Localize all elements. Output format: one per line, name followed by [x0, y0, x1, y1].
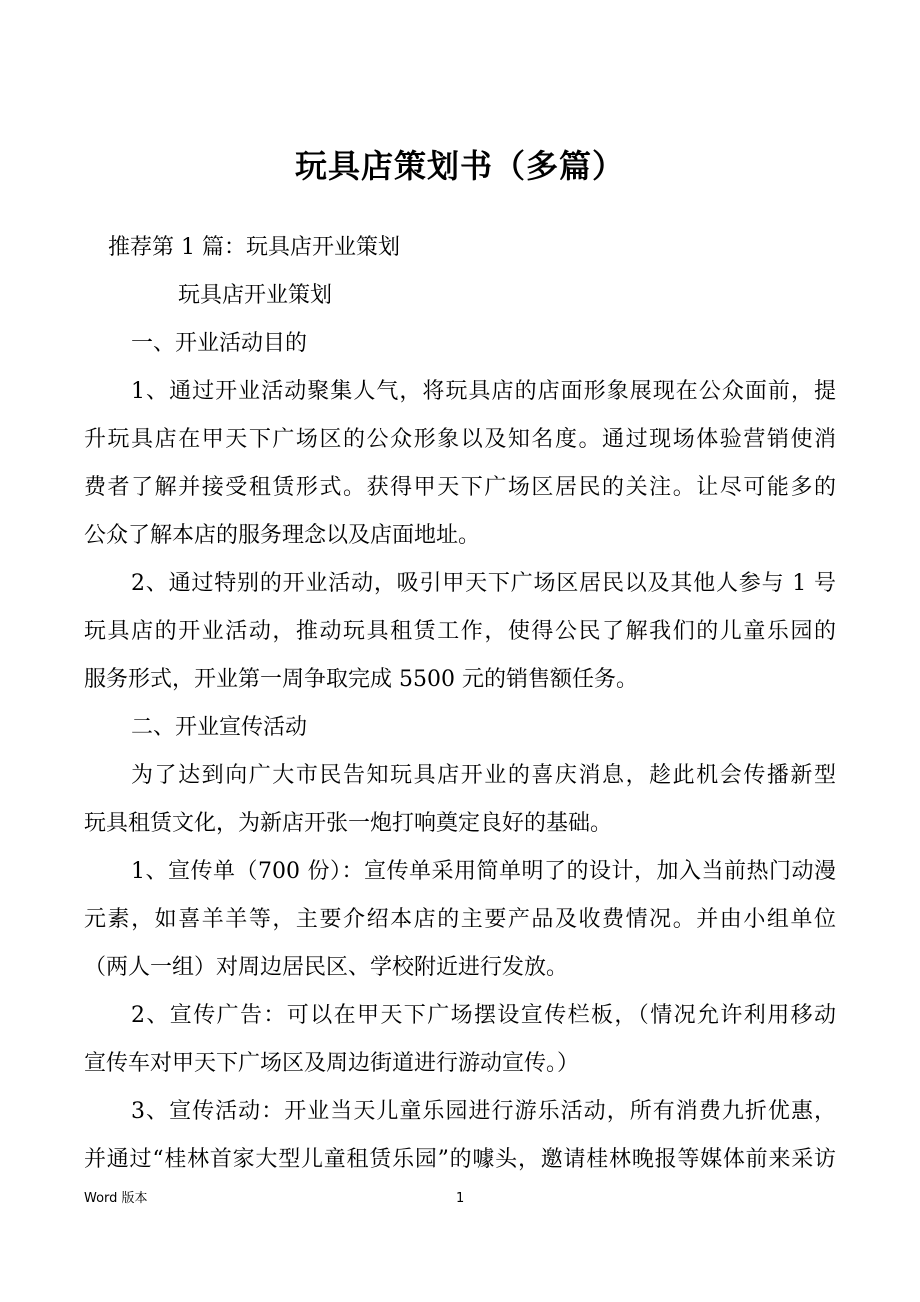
document-title: 玩具店策划书（多篇）	[294, 147, 625, 185]
paragraph-line: 3、宣传活动：开业当天儿童乐园进行游乐活动，所有消费九折优惠，	[131, 1099, 836, 1124]
heading-promotion: 二、开业宣传活动	[131, 715, 308, 740]
paragraph-line: 2、通过特别的开业活动，吸引甲天下广场区居民以及其他人参与 1 号	[131, 571, 836, 596]
heading-purpose: 一、开业活动目的	[131, 331, 308, 356]
paragraph-line: 2、宣传广告：可以在甲天下广场摆设宣传栏板，（情况允许利用移动	[131, 1003, 836, 1028]
paragraph-line: 玩具店的开业活动，推动玩具租赁工作，使得公民了解我们的儿童乐园的	[84, 619, 836, 644]
paragraph-line: 费者了解并接受租赁形式。获得甲天下广场区居民的关注。让尽可能多的	[84, 475, 836, 500]
paragraph-line: （两人一组）对周边居民区、学校附近进行发放。	[84, 955, 569, 980]
recommend-heading: 推荐第 1 篇：玩具店开业策划	[108, 235, 400, 260]
paragraph-line: 服务形式，开业第一周争取完成 5500 元的销售额任务。	[84, 667, 638, 692]
paragraph-line: 公众了解本店的服务理念以及店面地址。	[84, 523, 481, 548]
paragraph-line: 宣传车对甲天下广场区及周边街道进行游动宣传。）	[84, 1051, 580, 1076]
paragraph-line: 1、通过开业活动聚集人气，将玩具店的店面形象展现在公众面前，提	[131, 379, 836, 404]
paragraph-line: 1、宣传单（700 份）：宣传单采用简单明了的设计，加入当前热门动漫	[131, 859, 836, 884]
footer-version: Word 版本	[84, 1191, 148, 1206]
paragraph-line: 为了达到向广大市民告知玩具店开业的喜庆消息，趁此机会传播新型	[131, 763, 836, 788]
paragraph-line: 元素，如喜羊羊等，主要介绍本店的主要产品及收费情况。并由小组单位	[84, 907, 836, 932]
paragraph-line: 玩具租赁文化，为新店开张一炮打响奠定良好的基础。	[84, 811, 613, 836]
page-number: 1	[456, 1191, 465, 1206]
paragraph-line: 升玩具店在甲天下广场区的公众形象以及知名度。通过现场体验营销使消	[84, 427, 836, 452]
section-title: 玩具店开业策划	[178, 283, 333, 308]
paragraph-line: 并通过“桂林首家大型儿童租赁乐园”的噱头，邀请桂林晚报等媒体前来采访	[84, 1147, 836, 1172]
